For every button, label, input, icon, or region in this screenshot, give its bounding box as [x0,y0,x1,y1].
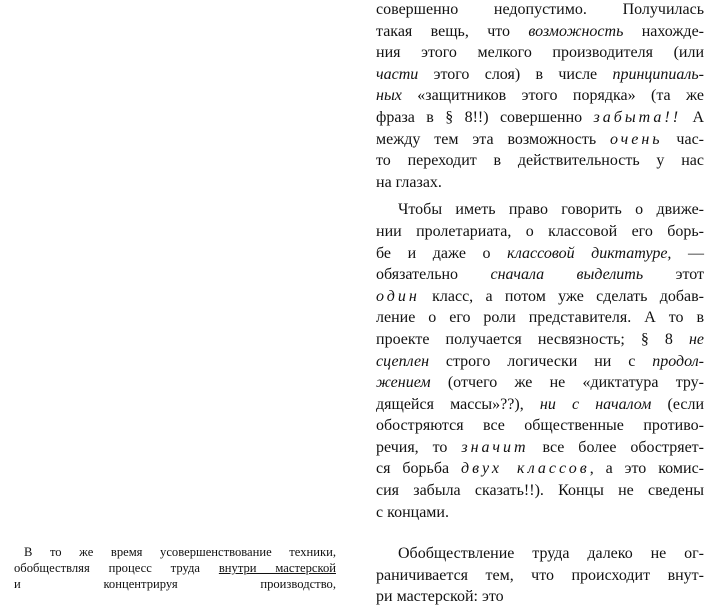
text-line: такая вещь, что возможность нахожде- [376,22,704,40]
paragraph-2 [376,199,704,523]
text-line: фраза в § 8!!) совершенно забыта!! А [376,108,704,126]
text-line: ление о его роли представителя. А то в [376,309,704,327]
text-line: ри мастерской: это [376,588,504,606]
text-line: Обобществление труда далеко не ог- [398,545,704,563]
text-line: сия забыла сказать!!). Концы не сведены [376,482,704,500]
paragraph-1 [376,0,704,193]
text-line: обостряются все общественные противо- [376,417,704,435]
paragraph-3 [376,543,704,608]
text-line: между тем эта возможность очень час- [376,130,705,148]
text-line: раничивается тем, что происходит внут- [376,566,704,584]
text-line: сцеплен строго логически ни с продол- [376,352,704,370]
main-text-column [376,0,704,608]
text-line: с концами. [376,503,449,521]
text-line: на глазах. [376,173,442,191]
text-line: проекте получается несвязность; § 8 не [376,330,704,348]
quoted-text-block [14,544,336,592]
text-line: и концентрируя производство, [14,577,336,591]
text-line: ния этого мелкого производителя (или [376,44,704,62]
underlined-phrase: внутри мастерской [218,561,336,575]
text-line: то переходит в действительность у нас [376,152,704,170]
text-line: бе и даже о классовой диктатуре, — [376,244,705,262]
text-line: нии пролетариата, о классовой его борь- [376,222,704,240]
text-line: совершенно недопустимо. Получилась [376,1,704,18]
text-line: В то же время усовершенствование техники, [24,545,336,559]
text-line: жением (отчего же не «диктатура тру- [376,374,704,392]
text-line: дящейся массы»??), ни с началом (если [376,395,705,413]
text-line: ся борьба двух классов, а это комис- [376,460,704,478]
text-line: речия, то значит все более обостряет- [376,438,704,456]
text-line: ных «защитников этого порядка» (та же [376,87,704,105]
text-line: обобществляя процесс труда внутри мастерской [14,561,336,575]
text-line: один класс, а потом уже сделать добав- [376,287,704,305]
text-line: Чтобы иметь право говорить о движе- [398,201,704,219]
text-line: обязательно сначала выделить этот [376,266,705,284]
text-line: части этого слоя) в числе принципиаль- [376,65,704,83]
